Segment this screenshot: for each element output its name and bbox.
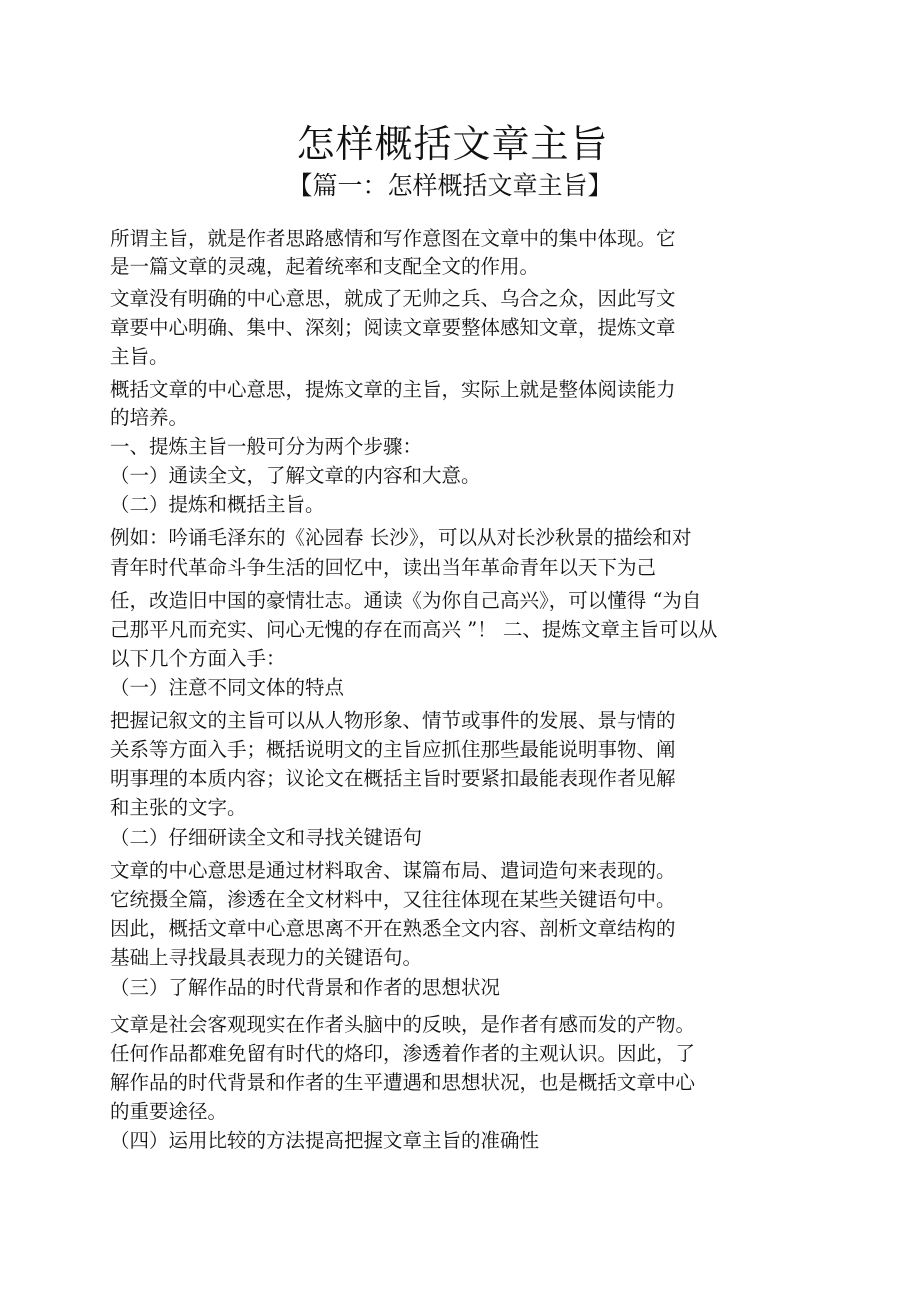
- paragraph-line: 己那平凡而充实、问心无愧的存在而高兴 ”！ 二、提炼文章主旨可以从: [110, 618, 718, 641]
- paragraph-line: 基础上寻找最具表现力的关键语句。: [110, 946, 423, 969]
- paragraph-line: 和主张的文字。: [110, 796, 247, 819]
- paragraph-line: 因此，概括文章中心意思离不开在熟悉全文内容、剖析文章结构的: [110, 917, 676, 940]
- paragraph-line: 把握记叙文的主旨可以从人物形象、情节或事件的发展、景与情的: [110, 709, 676, 732]
- document-title: 怎样概括文章主旨: [296, 122, 609, 166]
- paragraph-line: 例如：吟诵毛泽东的《沁园春 长沙》，可以从对长沙秋景的描绘和对: [110, 526, 692, 549]
- paragraph-line: 任，改造旧中国的豪情壮志。通读《为你自己高兴》，可以懂得 “为自: [110, 589, 702, 612]
- document-subtitle: 【篇一：怎样概括文章主旨】: [287, 171, 613, 200]
- paragraph-line: 文章没有明确的中心意思，就成了无帅之兵、乌合之众，因此写文: [110, 287, 676, 310]
- paragraph-line: （一）通读全文，了解文章的内容和大意。: [110, 464, 481, 487]
- paragraph-line: 任何作品都难免留有时代的烙印，渗透着作者的主观认识。因此，了: [110, 1042, 696, 1065]
- paragraph-line: （一）注意不同文体的特点: [110, 676, 345, 699]
- paragraph-line: 主旨。: [110, 345, 169, 368]
- paragraph-line: 概括文章的中心意思，提炼文章的主旨，实际上就是整体阅读能力: [110, 378, 676, 401]
- paragraph-line: 明事理的本质内容；议论文在概括主旨时要紧扣最能表现作者见解: [110, 767, 676, 790]
- paragraph-line: 的重要途径。: [110, 1100, 228, 1123]
- paragraph-line: 文章的中心意思是通过材料取舍、谋篇布局、遣词造句来表现的。: [110, 859, 676, 882]
- paragraph-line: 一、提炼主旨一般可分为两个步骤：: [110, 435, 423, 458]
- paragraph-line: （四）运用比较的方法提高把握文章主旨的准确性: [110, 1129, 540, 1152]
- paragraph-line: 关系等方面入手；概括说明文的主旨应抓住那些最能说明事物、阐: [110, 738, 676, 761]
- paragraph-line: 以下几个方面入手：: [110, 647, 286, 670]
- paragraph-line: 所谓主旨，就是作者思路感情和写作意图在文章中的集中体现。它: [110, 227, 676, 250]
- paragraph-line: 它统摄全篇，渗透在全文材料中，又往往体现在某些关键语句中。: [110, 888, 676, 911]
- paragraph-line: 青年时代革命斗争生活的回忆中，读出当年革命青年以天下为己: [110, 556, 657, 579]
- paragraph-line: （二）仔细研读全文和寻找关键语句: [110, 826, 423, 849]
- paragraph-line: 解作品的时代背景和作者的生平遭遇和思想状况，也是概括文章中心: [110, 1071, 696, 1094]
- paragraph-line: 文章是社会客观现实在作者头脑中的反映，是作者有感而发的产物。: [110, 1013, 696, 1036]
- paragraph-line: （三）了解作品的时代背景和作者的思想状况: [110, 976, 501, 999]
- paragraph-line: 的培养。: [110, 406, 189, 429]
- paragraph-line: （二）提炼和概括主旨。: [110, 493, 325, 516]
- paragraph-line: 是一篇文章的灵魂，起着统率和支配全文的作用。: [110, 255, 540, 278]
- paragraph-line: 章要中心明确、集中、深刻；阅读文章要整体感知文章，提炼文章: [110, 316, 676, 339]
